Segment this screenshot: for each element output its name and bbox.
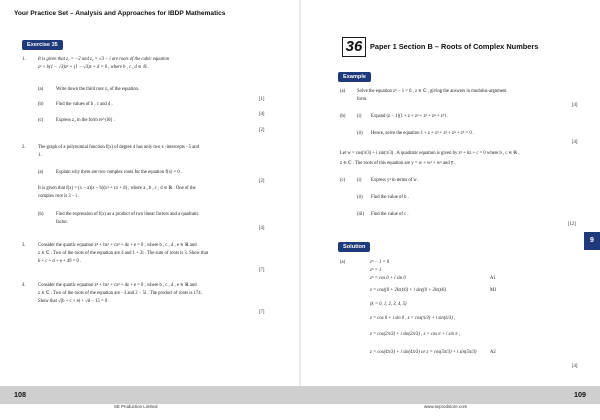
q4-number: 4. <box>22 283 26 288</box>
solution-total-mark: [4] <box>572 364 578 369</box>
solution-a-label: (a) <box>340 260 346 265</box>
q2-given-line1: It is given that f(x) = (x − a)(x − b)(x² + cx + d) , where a , b , c , d ∈ ℝ . One of the <box>38 186 196 191</box>
q1-number: 1. <box>22 57 26 62</box>
right-page-number: 109 <box>574 390 586 399</box>
solution-mark-a1: A1 <box>490 276 496 281</box>
q3-line3: b + c + d + e + 49 = 0 . <box>38 259 82 264</box>
q1c-label: (c) <box>38 118 44 123</box>
q1-stem-line2: z³ + b(1 − √3)z² + (1 − √3)z + d = 0 , where b , c , d ∈ ℝ . <box>38 65 149 70</box>
solution-mark-a2: A2 <box>490 350 496 355</box>
q1a-text: Write down the third root z₃ of the equation. <box>56 87 140 92</box>
example-c-i-label: (i) <box>357 178 362 183</box>
q2b-text-line2: factor. <box>56 220 68 225</box>
example-b-i-label: (i) <box>357 114 362 119</box>
example-let-line2: z ∈ ℂ . The roots of this equation are y = w + w³ + w⁵ and y̅ . <box>340 161 456 166</box>
solution-badge: Solution <box>338 242 370 252</box>
solution-line: z⁵ = 1 <box>370 268 382 273</box>
solution-mark-m1: M1 <box>490 288 497 293</box>
chapter-side-tab: 9 <box>584 232 600 250</box>
example-a-line2: form. <box>357 97 368 102</box>
running-head: Your Practice Set – Analysis and Approaches for IBDP Mathematics <box>14 10 226 17</box>
example-b-ii-text: Hence, solve the equation 1 + z + z² + z³ + z⁴ + z⁵ = 0 . <box>371 131 475 136</box>
example-b-mark: [4] <box>572 140 578 145</box>
example-c-iii-label: (iii) <box>357 212 365 217</box>
example-badge: Example <box>338 72 371 82</box>
page-gutter <box>299 0 301 386</box>
q4-line3: Show that √(b + c + e) + √d − 15 = 0 . <box>38 299 110 304</box>
left-footer-publisher: SE Production Limited <box>114 404 158 409</box>
q1c-text: Express z₂ in the form re^{iθ} . <box>56 118 116 123</box>
example-c-i-text: Express y² in terms of w . <box>371 178 420 183</box>
chapter-title: Paper 1 Section B – Roots of Complex Numbers <box>370 42 539 51</box>
q1-stem-line1: It is given that z₁ = −2 and z₂ = √3 − i are roots of the cubic equation <box>38 57 170 62</box>
solution-line: z⁵ = cos 0 + i sin 0 <box>370 276 406 281</box>
solution-line: z = cos(4π/3) + i sin(4π/3) or z = cos(5π/3) + i sin(5π/3) <box>370 350 477 355</box>
q2-stem-line1: The graph of a polynomial function f(x) of degree 4 has only two x -intercepts −5 and <box>38 145 199 150</box>
q1b-mark: [4] <box>259 112 265 117</box>
solution-line: z = cos 0 + i sin 0 , z = cos(π/3) + i sin(π/3) , <box>370 316 456 321</box>
example-a-mark: [4] <box>572 103 578 108</box>
q2a-text: Explain why there are two complex roots for the equation f(x) = 0 . <box>56 170 183 175</box>
right-footer-website: www.seprodstore.com <box>424 404 468 409</box>
example-c-iii-text: Find the value of c . <box>371 212 409 217</box>
q3-mark: [7] <box>259 268 265 273</box>
q2-stem-line2: 1. <box>38 153 42 158</box>
q3-number: 3. <box>22 243 26 248</box>
example-a-line1: Solve the equation z⁵ − 1 = 0 , z ∈ ℂ , giving the answers in modulus-argument <box>357 89 507 94</box>
q4-line2: z ∈ ℂ . Two of the roots of the equation are −3 and 2 − 5i . The product of roots is 174. <box>38 291 202 296</box>
solution-line: z⁵ − 1 = 0 <box>370 260 390 265</box>
q1c-mark: [2] <box>259 128 265 133</box>
solution-line: (k = 0, 1, 2, 3, 4, 5) <box>370 302 407 307</box>
example-c-mark: [12] <box>568 222 576 227</box>
q1b-label: (b) <box>38 102 44 107</box>
q2b-text-line1: Find the expression of f(x) as a product of two linear factors and a quadratic <box>56 212 199 217</box>
solution-line: z = cos(2π/3) + i sin(2π/3) , z = cos π + i sin π , <box>370 332 460 337</box>
q1a-mark: [1] <box>259 97 265 102</box>
q1b-text: Find the values of b , c and d . <box>56 102 113 107</box>
q4-line1: Consider the quartic equation z⁴ + bz³ + cz² + dz + e = 0 , where b , c , d , e ∈ ℝ and <box>38 283 197 288</box>
q4-mark: [7] <box>259 310 265 315</box>
q3-line1: Consider the quartic equation z⁴ + bz³ + cz² + dz + e = 0 , where b , c , d , e ∈ ℝ and <box>38 243 197 248</box>
example-b-label: (b) <box>340 114 346 119</box>
example-c-ii-label: (ii) <box>357 195 363 200</box>
example-b-ii-label: (ii) <box>357 131 363 136</box>
q2a-label: (a) <box>38 170 44 175</box>
q2b-label: (b) <box>38 212 44 217</box>
example-c-label: (c) <box>340 178 346 183</box>
q3-line2: z ∈ ℂ . Two of the roots of the equation are 4 and 1 + 2i . The sum of roots is 3. Show that <box>38 251 208 256</box>
left-page-number: 108 <box>14 390 26 399</box>
left-footer-bar <box>0 386 300 404</box>
q2-given-line2: complex root is 3 − i . <box>38 194 80 199</box>
chapter-number: 36 <box>342 37 366 57</box>
exercise-badge: Exercise 35 <box>22 40 63 50</box>
example-b-i-text: Expand (z − 1)(1 + z + z² + z³ + z⁴ + z⁵) . <box>371 114 449 119</box>
q2b-mark: [4] <box>259 226 265 231</box>
right-footer-bar <box>300 386 600 404</box>
q2a-mark: [2] <box>259 179 265 184</box>
solution-line: z = cos((0 + 2kπ)/6) + i sin((0 + 2kπ)/6) <box>370 288 447 293</box>
example-c-ii-text: Find the value of b . <box>371 195 409 200</box>
example-a-label: (a) <box>340 89 346 94</box>
example-let-line1: Let w = cos(π/3) + i sin(π/3) . A quadratic equation is given by z² + bz + c = 0 where b , c ∈ ℝ , <box>340 151 520 156</box>
q1a-label: (a) <box>38 87 44 92</box>
q2-number: 2. <box>22 145 26 150</box>
